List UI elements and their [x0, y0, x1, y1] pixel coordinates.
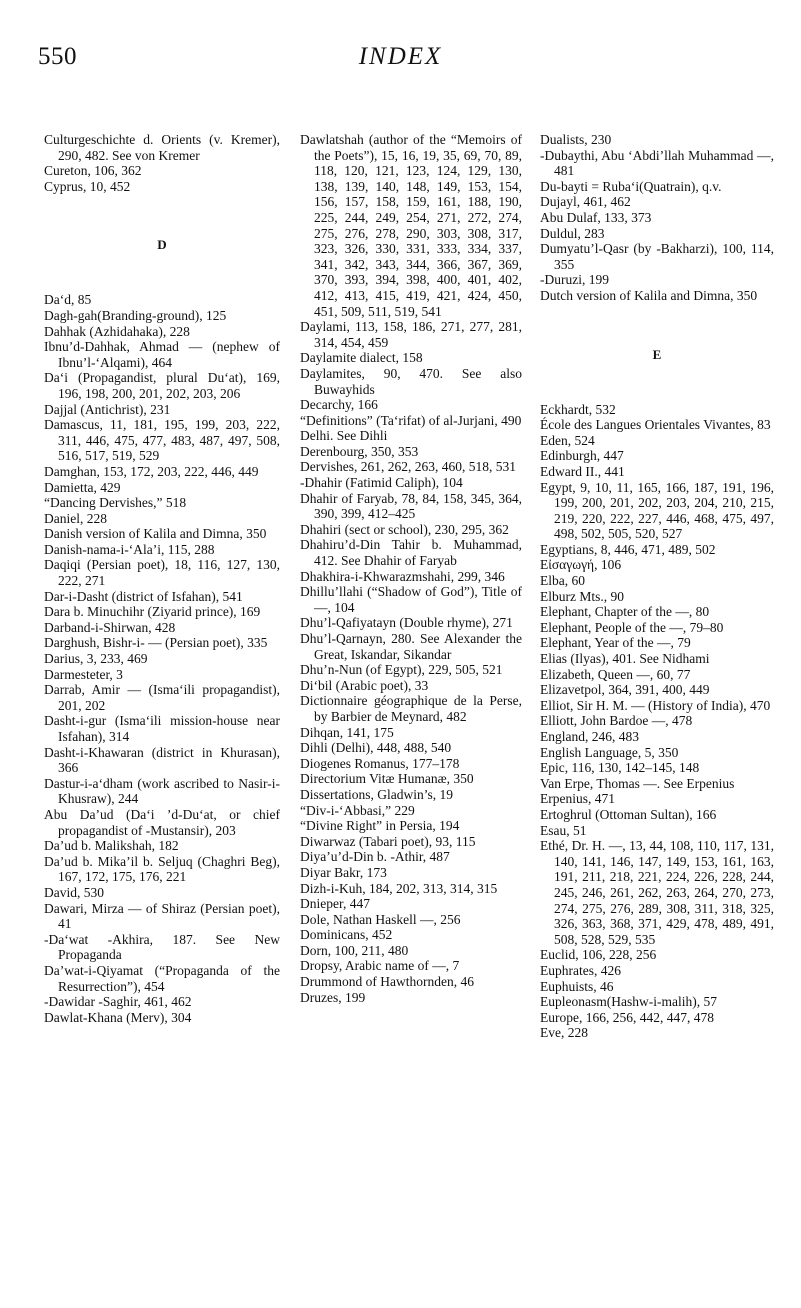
index-entry: Darrab, Amir — (Isma‘ili propagandist), 201, 202	[44, 682, 280, 713]
index-entry: Elias (Ilyas), 401. See Nidhami	[540, 651, 710, 667]
index-entry: Dhu’l-Qafiyatayn (Double rhyme), 271	[300, 615, 513, 631]
index-entry: Da’wat-i-Qiyamat (“Propaganda of the Resurrection”), 454	[44, 962, 280, 994]
index-entry: -Dawidar -Saghir, 461, 462	[44, 994, 192, 1010]
index-entry: “Divine Right” in Persia, 194	[300, 818, 460, 834]
index-entry: Elephant, People of the —, 79–80	[540, 619, 724, 635]
index-entry: Da’ud b. Malikshah, 182	[44, 838, 179, 854]
index-entry: Di‘bil (Arabic poet), 33	[300, 677, 429, 693]
running-head: INDEX	[358, 43, 443, 70]
index-entry: Cyprus, 10, 452	[44, 178, 131, 194]
index-entry: Diwarwaz (Tabari poet), 93, 115	[300, 833, 476, 849]
index-entry: Egypt, 9, 10, 11, 165, 166, 187, 191, 196, 199, 200, 201, 202, 203, 204, 210, 215, 219, 220, 222, 227, 446, 468, 475, 497, 498, 502, 505, 520, 527	[540, 479, 774, 542]
index-entry: Dastur-i-a‘dham (work ascribed to Nasir-i-Khusraw), 244	[44, 775, 280, 807]
index-entry: Dumyatu’l-Qasr (by -Bakharzi), 100, 114, 355	[540, 241, 774, 272]
index-entry: England, 246, 483	[540, 729, 639, 744]
index-entry: Elburz Mts., 90	[540, 588, 624, 604]
index-entry: Delhi. See Dihli	[300, 428, 388, 444]
index-entry: Da’ud b. Mika’il b. Seljuq (Chaghri Beg), 167, 172, 175, 176, 221	[44, 853, 280, 885]
index-entry: Elephant, Chapter of the —, 80	[540, 604, 710, 620]
index-entry: Dhillu’llahi (“Shadow of God”), Title of —, 104	[300, 584, 522, 615]
index-entry: Duldul, 283	[540, 225, 605, 241]
index-entry: Elliot, Sir H. M. — (History of India), 470	[540, 697, 771, 713]
index-entry: Dizh-i-Kuh, 184, 202, 313, 314, 315	[300, 880, 498, 896]
index-entry: Eden, 524	[540, 432, 595, 448]
section-letter: E	[652, 346, 662, 362]
index-entry: Cureton, 106, 362	[44, 163, 142, 179]
index-entry: Darghush, Bishr-i- — (Persian poet), 335	[44, 635, 268, 651]
index-entry: Egyptians, 8, 446, 471, 489, 502	[540, 541, 716, 557]
index-entry: Dihli (Delhi), 448, 488, 540	[300, 740, 452, 756]
index-entry: Daylami, 113, 158, 186, 271, 277, 281, 314, 454, 459	[300, 319, 522, 350]
index-entry: -Da‘wat -Akhira, 187. See New Propaganda	[44, 931, 280, 963]
index-entry: Esau, 51	[540, 822, 587, 838]
index-entry: Elba, 60	[540, 573, 585, 589]
index-entry: Dhu’l-Qarnayn, 280. See Alexander the Great, Iskandar, Sikandar	[300, 631, 522, 662]
index-entry: Ethé, Dr. H. —, 13, 44, 108, 110, 117, 131, 140, 141, 146, 147, 149, 153, 161, 163, 191, 211, 218, 221, 224, 226, 228, 244, 245, 246, 261, 262, 263, 264, 270, 273, 274, 275, 276, 289, 308, 311, 318, 325, 326, 363, 368, 371, 429, 478, 489, 491, 508, 528, 529, 535	[540, 838, 774, 947]
index-entry: Dujayl, 461, 462	[540, 194, 631, 210]
index-entry: “Div-i-‘Abbasi,” 229	[300, 802, 415, 818]
index-entry: Elizavetpol, 364, 391, 400, 449	[540, 682, 710, 698]
index-entry: Diogenes Romanus, 177–178	[300, 755, 460, 771]
index-entry: Dropsy, Arabic name of —, 7	[300, 958, 460, 974]
index-entry: English Language, 5, 350	[540, 744, 679, 760]
index-entry: Edward II., 441	[540, 463, 625, 479]
index-entry: Directorium Vitæ Humanæ, 350	[300, 771, 474, 787]
index-entry: -Duruzi, 199	[540, 272, 609, 288]
index-entry: Dawlat-Khana (Merv), 304	[44, 1009, 192, 1025]
index-entry: Dualists, 230	[540, 132, 612, 147]
index-entry: Dervishes, 261, 262, 263, 460, 518, 531	[300, 459, 516, 475]
index-entry: Elliott, John Bardoe —, 478	[540, 713, 693, 729]
index-entry: Dagh-gah(Branding-ground), 125	[44, 307, 227, 323]
index-entry: Van Erpe, Thomas —. See Erpenius	[540, 775, 735, 791]
index-entry: Elephant, Year of the —, 79	[540, 635, 691, 651]
index-entry: Dihqan, 141, 175	[300, 724, 394, 740]
index-entry: Dutch version of Kalila and Dimna, 350	[540, 287, 758, 303]
index-entry: Dictionnaire géographique de la Perse, by Barbier de Meynard, 482	[300, 693, 522, 724]
index-entry: Diya’u’d-Din b. -Athir, 487	[300, 849, 450, 865]
index-entry: Darius, 3, 233, 469	[44, 651, 148, 667]
index-entry: Diyar Bakr, 173	[300, 864, 387, 880]
index-entry: École des Langues Orientales Vivantes, 83	[540, 417, 771, 433]
index-entry: Elizabeth, Queen —, 60, 77	[540, 666, 691, 682]
index-entry: -Dhahir (Fatimid Caliph), 104	[300, 475, 463, 491]
index-entry: Dhakhira-i-Khwarazmshahi, 299, 346	[300, 568, 505, 584]
index-entry: Damietta, 429	[44, 479, 121, 495]
index-entry: Eckhardt, 532	[540, 401, 616, 417]
index-entry: Damghan, 153, 172, 203, 222, 446, 449	[44, 463, 259, 479]
index-entry: Εἰσαγωγή, 106	[540, 557, 622, 573]
index-entry: Dar-i-Dasht (district of Isfahan), 541	[44, 588, 243, 604]
index-entry: Euclid, 106, 228, 256	[540, 947, 657, 963]
index-entry: Dawari, Mirza — of Shiraz (Persian poet), 41	[44, 900, 280, 932]
index-entry: Daylamites, 90, 470. See also Buwayhids	[300, 365, 522, 397]
index-entry: Daniel, 228	[44, 510, 107, 526]
index-entry: Dnieper, 447	[300, 896, 370, 912]
index-entry: Danish-nama-i-‘Ala’i, 115, 288	[44, 541, 215, 557]
index-entry: Dhahiri (sect or school), 230, 295, 362	[300, 521, 509, 537]
index-entry: Dole, Nathan Haskell —, 256	[300, 911, 461, 927]
index-entry: Derenbourg, 350, 353	[300, 443, 419, 459]
index-column-2	[300, 132, 522, 1005]
index-entry: Dara b. Minuchihr (Ziyarid prince), 169	[44, 604, 261, 620]
index-entry: Erpenius, 471	[540, 791, 615, 807]
index-entry: Abu Dulaf, 133, 373	[540, 209, 652, 225]
index-entry: Dhu’n-Nun (of Egypt), 229, 505, 521	[300, 662, 503, 678]
index-entry: Dasht-i-gur (Isma‘ili mission-house near Isfahan), 314	[44, 713, 280, 744]
index-entry: Edinburgh, 447	[540, 448, 624, 464]
index-entry: Europe, 166, 256, 442, 447, 478	[540, 1009, 714, 1025]
index-entry: Daylamite dialect, 158	[300, 350, 423, 366]
section-letter: D	[157, 237, 167, 253]
index-entry: Euphrates, 426	[540, 962, 621, 978]
index-entry: “Definitions” (Ta‘rifat) of al-Jurjani, 490	[300, 412, 522, 428]
index-column-3	[540, 132, 774, 1041]
index-entry: Dawlatshah (author of the “Memoirs of the Poets”), 15, 16, 19, 35, 69, 70, 89, 118, 120, 121, 123, 124, 129, 130, 138, 139, 140, 148, 149, 153, 154, 156, 157, 158, 159, 161, 188, 190, 225, 244, 249, 254, 271, 272, 274, 275, 276, 278, 290, 303, 308, 317, 323, 326, 330, 331, 333, 334, 337, 341, 342, 343, 344, 366, 367, 369, 370, 393, 394, 398, 400, 401, 402, 412, 413, 415, 419, 421, 424, 450, 451, 509, 511, 519, 541	[300, 132, 522, 319]
index-entry: Dorn, 100, 211, 480	[300, 942, 409, 958]
index-entry: Decarchy, 166	[300, 397, 378, 413]
index-entry: David, 530	[44, 884, 104, 900]
index-entry: “Dancing Dervishes,” 518	[44, 495, 187, 511]
index-entry: Abu Da’ud (Da‘i ’d-Du‘at, or chief propagandist of -Mustansir), 203	[44, 806, 280, 838]
index-entry: Darmesteter, 3	[44, 666, 123, 682]
index-entry: Dhahir of Faryab, 78, 84, 158, 345, 364, 390, 399, 412–425	[300, 490, 522, 522]
index-entry: Dhahiru’d-Din Tahir b. Muhammad, 412. See Dhahir of Faryab	[300, 537, 522, 569]
index-entry: Danish version of Kalila and Dimna, 350	[44, 526, 267, 542]
index-entry: Dominicans, 452	[300, 927, 393, 943]
index-entry: Da‘d, 85	[44, 292, 92, 308]
index-entry: Ibnu’d-Dahhak, Ahmad — (nephew of Ibnu’l-‘Alqami), 464	[44, 339, 280, 370]
index-entry: Damascus, 11, 181, 195, 199, 203, 222, 311, 446, 475, 477, 483, 487, 497, 508, 516, 517, 519, 529	[44, 417, 280, 464]
index-entry: Daqiqi (Persian poet), 18, 116, 127, 130, 222, 271	[44, 557, 280, 589]
index-entry: Dissertations, Gladwin’s, 19	[300, 786, 453, 802]
index-entry: Epic, 116, 130, 142–145, 148	[540, 760, 700, 776]
index-entry: Ertoghrul (Ottoman Sultan), 166	[540, 806, 717, 822]
index-entry: Dahhak (Azhidahaka), 228	[44, 323, 190, 339]
index-entry: Druzes, 199	[300, 989, 366, 1005]
page-number: 550	[38, 43, 77, 70]
index-entry: Eupleonasm(Hashw-i-malih), 57	[540, 994, 717, 1010]
index-entry: -Dubaythi, Abu ‘Abdi’llah Muhammad —, 481	[540, 147, 774, 179]
index-entry: Culturgeschichte d. Orients (v. Kremer), 290, 482. See von Kremer	[44, 132, 280, 163]
index-entry: Drummond of Hawthornden, 46	[300, 974, 474, 990]
index-entry: Dajjal (Antichrist), 231	[44, 401, 171, 417]
index-entry: Dasht-i-Khawaran (district in Khurasan), 366	[44, 744, 280, 776]
index-entry: Eve, 228	[540, 1025, 588, 1041]
index-column-1	[44, 132, 280, 1025]
index-entry: Darband-i-Shirwan, 428	[44, 619, 176, 635]
index-entry: Euphuists, 46	[540, 978, 614, 994]
index-entry: Da‘i (Propagandist, plural Du‘at), 169, 196, 198, 200, 201, 202, 203, 206	[44, 370, 280, 401]
index-entry: Du-bayti = Ruba‘i(Quatrain), q.v.	[540, 178, 722, 194]
